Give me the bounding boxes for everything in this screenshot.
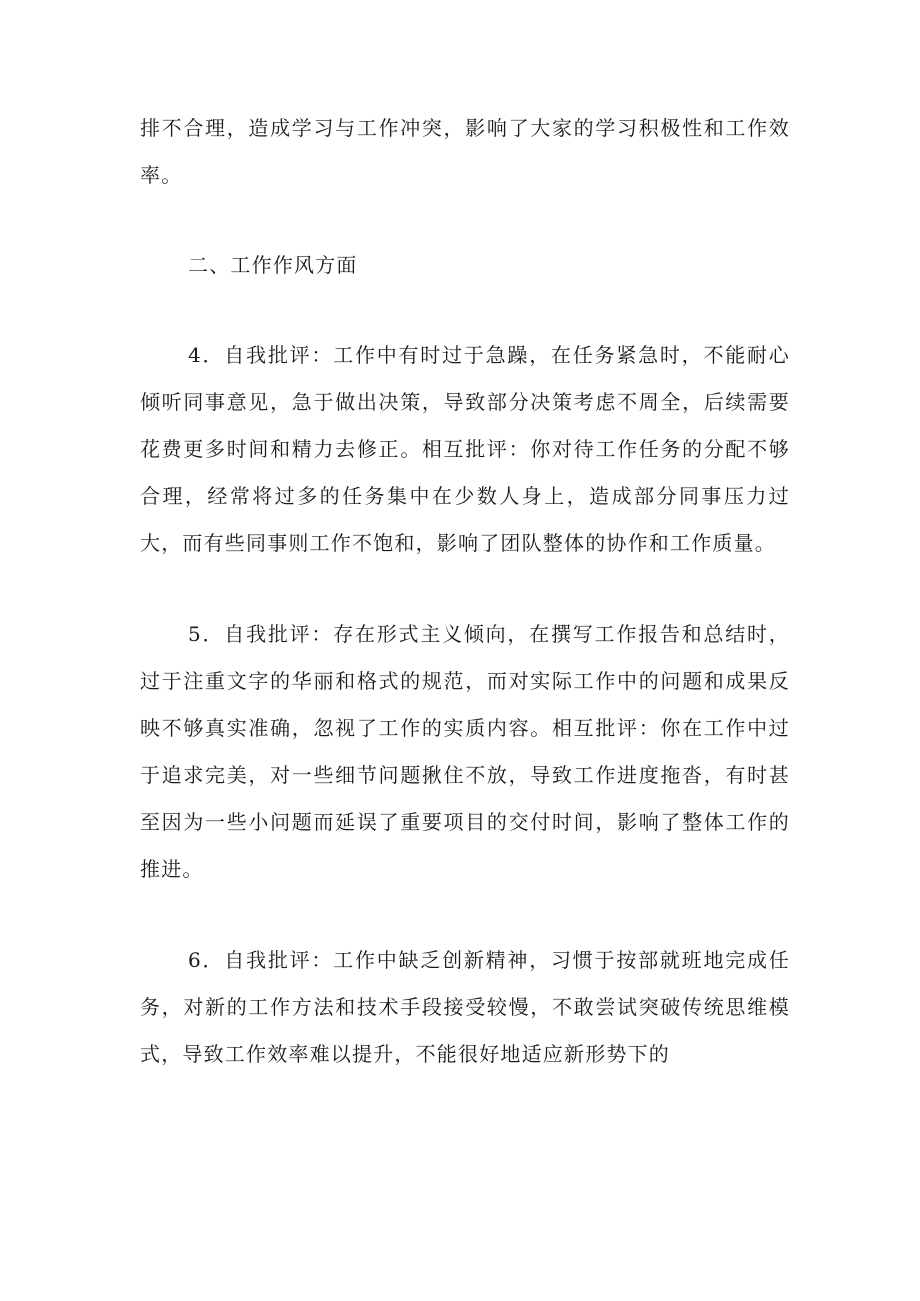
item-6-paragraph: 6．自我批评：工作中缺乏创新精神，习惯于按部就班地完成任务，对新的工作方法和技术手段接受较慢，不敢尝试突破传统思维模式，导致工作效率难以提升，不能很好地适应新形势下的 xyxy=(140,948,790,1066)
section-heading: 二、工作作风方面 xyxy=(188,253,358,277)
document-body xyxy=(140,105,790,1078)
item-5-paragraph: 5．自我批评：存在形式主义倾向，在撰写工作报告和总结时，过于注重文字的华丽和格式的规范，而对实际工作中的问题和成果反映不够真实准确，忽视了工作的实质内容。相互批评：你在工作中过于追求完美，对一些细节问题揪住不放，导致工作进度拖沓，有时甚至因为一些小问题而延误了重要项目的交付时间，影响了整体工作的推进。 xyxy=(140,622,790,881)
continued-paragraph: 排不合理，造成学习与工作冲突，影响了大家的学习积极性和工作效率。 xyxy=(140,116,790,187)
item-4-paragraph: 4．自我批评：工作中有时过于急躁，在任务紧急时，不能耐心倾听同事意见，急于做出决策，导致部分决策考虑不周全，后续需要花费更多时间和精力去修正。相互批评：你对待工作任务的分配不够合理，经常将过多的任务集中在少数人身上，造成部分同事压力过大，而有些同事则工作不饱和，影响了团队整体的协作和工作质量。 xyxy=(140,343,790,555)
